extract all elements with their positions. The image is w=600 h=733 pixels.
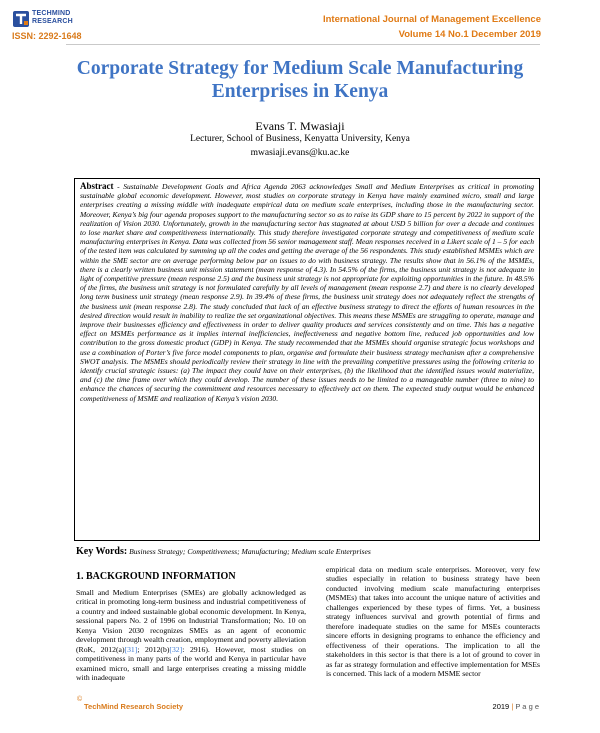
footer-year: 2019: [492, 702, 510, 711]
footer-separator: |: [511, 702, 514, 711]
logo-name: [32, 10, 73, 26]
body-text-left-3: : 2916). However, most studies on competitiveness in many parts of the world and Kenya in particular have examined micro, small and large enterprises creating a missing middle with inadequate: [76, 644, 306, 683]
keywords-line: [76, 546, 540, 557]
logo-name-line1: TECHMIND: [32, 10, 71, 17]
citation-link-32[interactable]: [32]: [169, 644, 183, 654]
abstract-text: - Sustainable Development Goals and Africa Agenda 2063 acknowledges Small and Medium Enterprises as critical in promoting sustainable global economic development. However, most studies on corporate strategy in Kenya have mainly examined micro, small and large enterprises creating a missing middle with inadequate empirical data on medium scale enterprises, including those in the manufacturing sector. Moreover, Kenya’s big four agenda proposes support to the manufacturing sector so as to raise its GDP share to 15 percent by 2022 in support of the realization of Vision 2030. Unfortunately, growth in the manufacturing sector has stagnated at about USD 5 billion for over a decade and continues to lose market share and competitiveness internationally. This study therefore investigated corporate strategy and competitiveness of medium scale manufacturing enterprises in Kenya. Data was collected from 56 senior management staff. Mean responses received in a Likert scale of 1 – 5 for each of the tested item was calculated by summing up all the codes and getting the average of the 56 respondents. This study established MSMEs which are within the SME sector are on average performing below par on issues to do with business strategy. The results show that in 56.1% of the MSMEs, there is a clearly written business unit mission statement (mean response of 4.3). In 54.5% of the firms, the business unit strategy is not adequate in light of competitive pressure (mean response 2.5) and the business unit strategy is not appropriate for exploiting opportunities in the future. In 48.5% of the firms, the business unit strategy is not formulated carefully by all levels of management (mean response 2.7) and there is no clearly developed long term business unit strategy (mean response 2.9). In 39.4% of these firms, the business unit strategy does not adequately reflect the strengths of the business unit (mean response 2.8). The study concluded that lack of an effective business strategy to direct the efforts of human resources in the desired direction would result in inability to realize the set organizational objectives. This means these MSMEs are struggling to operate, manage and improve their businesses efficiency and effectiveness in order to deliver quality products and services consistently and on time. This has a negative effect on MSMEs performance as it implies internal inefficiencies, ineffectiveness and negative bottom line, reduced job opportunities and low contribution to the gross domestic product (GDP) in Kenya. The study recommended that the MSMEs should organise strategic focus workshops and use a combination of Porter’s five force model components to plan, organise and formulate their business strategy mechanism after a comprehensive SWOT analysis. The MSMEs should periodically review their strategy in line with the prevailing competitive pressures using the following criteria to identify crucial strategic issues: (a) The impact they could have on their enterprises, (b) the likelihood that the identified issues would materialize, and (c) the time frame over which they could develop. The number of these issues needs to be limited to a manageable number (three to nine) to enhance the chances of securing the commitment and resources necessary to effectively act on them. The expected study output would be enhanced competitiveness of MSME and realization of Kenya’s vision 2030.: [80, 182, 534, 403]
author-email[interactable]: mwasiaji.evans@ku.ac.ke: [250, 148, 350, 158]
abstract-label: Abstract: [80, 181, 114, 191]
issn-number: ISSN: 2292-1648: [12, 31, 82, 41]
author-affiliation: Lecturer, School of Business, Kenyatta University, Kenya: [190, 134, 410, 144]
header-divider: [66, 44, 540, 45]
techmind-logo-icon: [12, 10, 30, 28]
copyright-icon: ©: [77, 696, 83, 703]
abstract-paragraph: [80, 182, 534, 403]
body-column-right: [326, 565, 540, 694]
logo-name-line2: RESEARCH: [32, 18, 73, 25]
paper-title: Corporate Strategy for Medium Scale Manufacturing Enterprises in Kenya: [76, 58, 524, 102]
body-column-left: [76, 588, 306, 694]
keywords-text: Business Strategy; Competitiveness; Manufacturing; Medium scale Enterprises: [129, 547, 371, 556]
keywords-label: Key Words:: [76, 546, 128, 557]
body-text-left-2: ; 2012(b): [137, 644, 170, 654]
footer-society: TechMind Research Society: [84, 702, 184, 711]
footer-page: [493, 702, 539, 711]
body-text-right: empirical data on medium scale enterprises. Moreover, very few studies especially in relation to business strategy have been conducted involving medium scale manufacturing enterprises (MSMEs) that takes into account the unique nature of activities and challenges experienced by these types of firms. Yet, a business strategy influences survival and growth potential of firms and therefore inadequate studies on the same for MSEs counteracts sincere efforts in designing programs to enhance the efficiency and effectiveness of their operations. The implication to all the stakeholders in this sector is that there is a lot of ground to cover in as far as strategy formulation and effective implementation for MSEs is concerned. This lack of a modern MSME sector: [326, 565, 540, 678]
journal-volume: Volume 14 No.1 December 2019: [398, 29, 541, 40]
journal-name: International Journal of Management Excellence: [322, 14, 541, 25]
footer-page-label: P a g e: [515, 702, 539, 711]
author-name: Evans T. Mwasiaji: [255, 119, 345, 133]
body-text-left-1: Small and Medium Enterprises (SMEs) are globally acknowledged as critical in promoting long-term business and industrial competitiveness of a country and indeed sustainable global economic development. In Kenya, sessional papers No. 2 of 1996 on Industrial Transformation; No. 10 on Kenya Vision 2030 recognizes SMEs as an agent of economic development through wealth creation, employment and poverty alleviation (RoK, 2012(a): [76, 588, 306, 654]
abstract-box: [74, 178, 540, 541]
section-heading: 1. BACKGROUND INFORMATION: [76, 571, 236, 582]
publisher-logo: [12, 8, 162, 44]
citation-link-31[interactable]: [31]: [124, 644, 138, 654]
